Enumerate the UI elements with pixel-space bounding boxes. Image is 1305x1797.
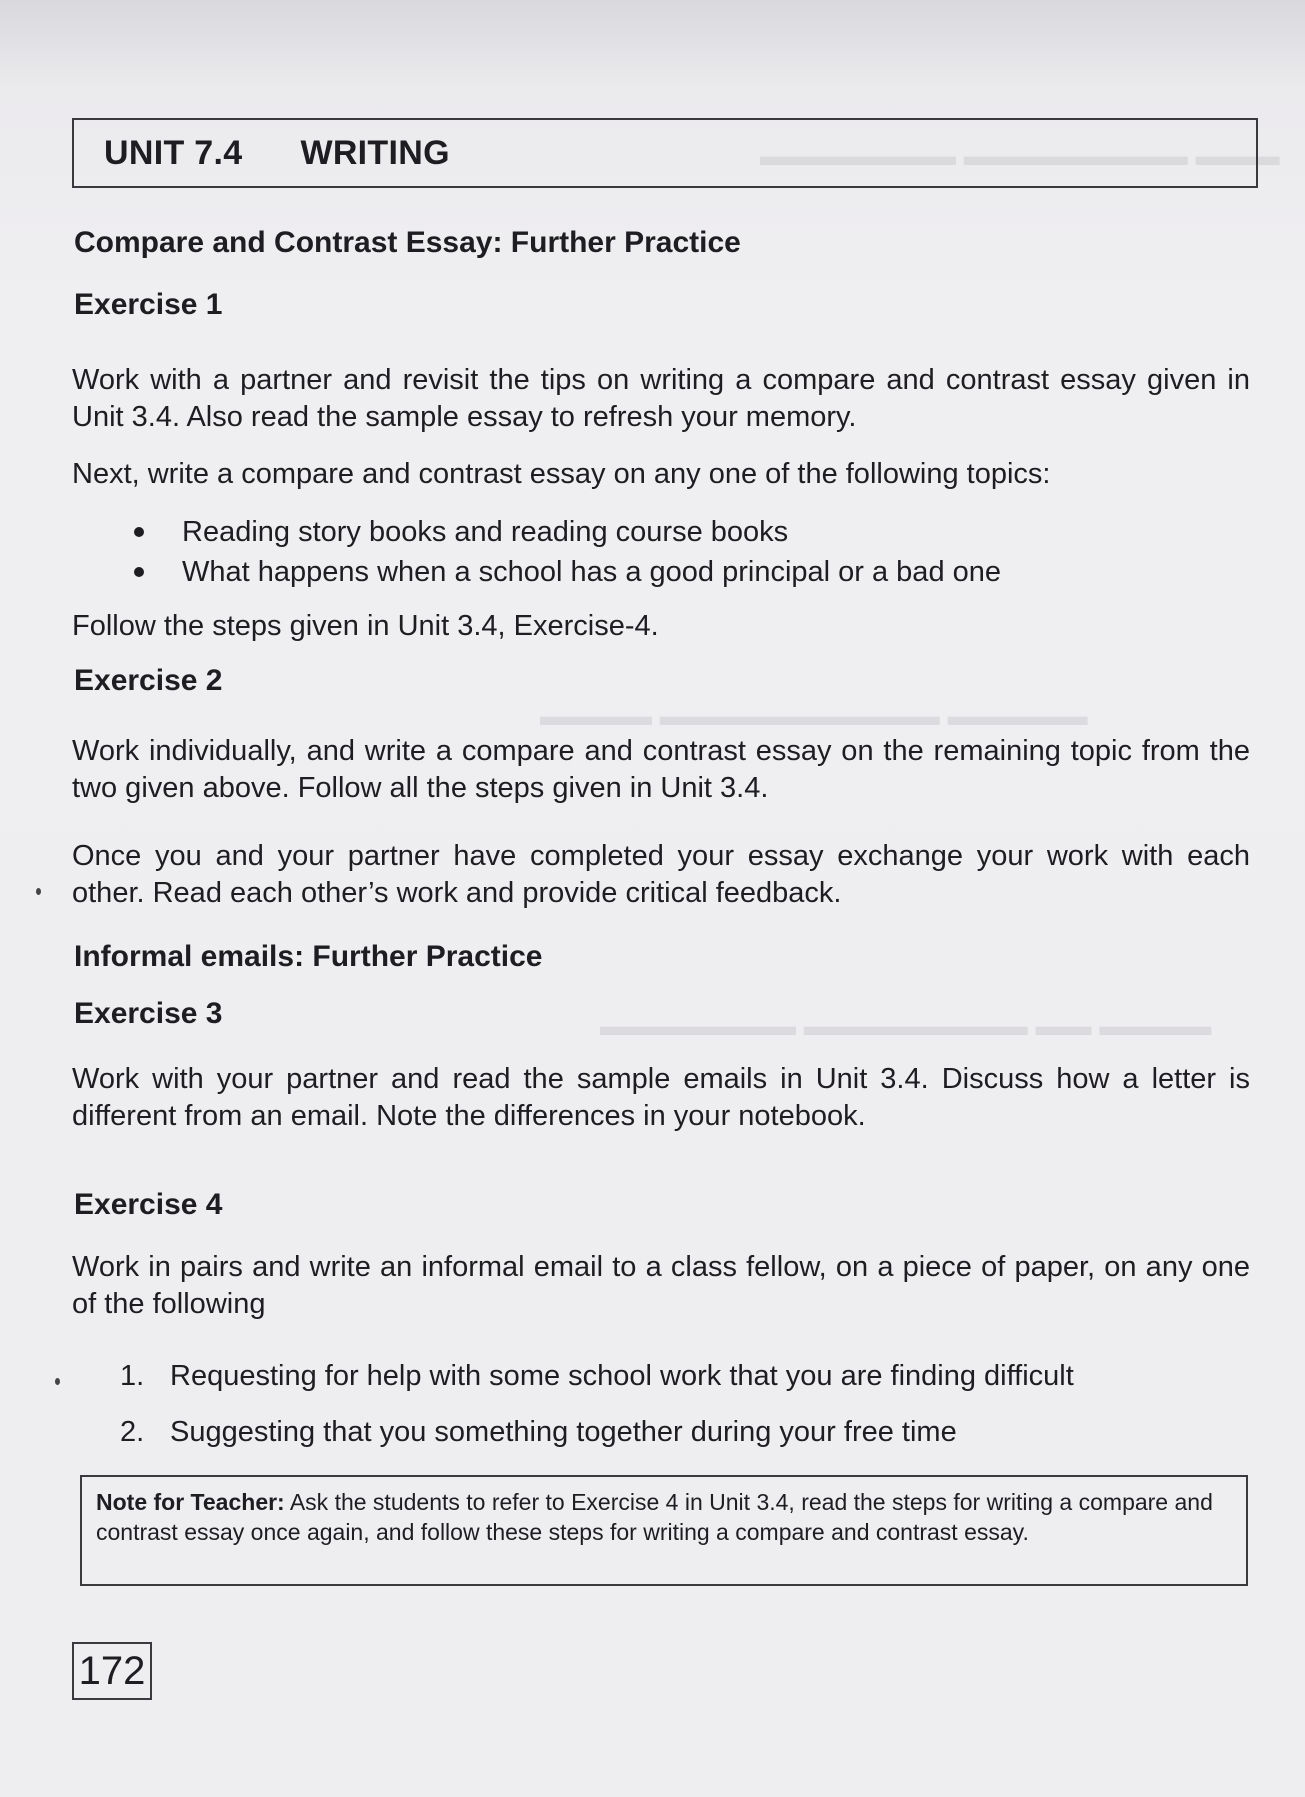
teacher-note-box [80,1475,1248,1586]
unit-title: WRITING [300,133,450,172]
list-item [120,1404,1074,1460]
exercise-4-title: Exercise 4 [74,1188,223,1221]
exercise-3-paragraph-1: Work with your partner and read the sample emails in Unit 3.4. Discuss how a letter is different from an email. Note the differences in your notebook. [72,1063,1250,1132]
bleed-through-decoration: ▬▬▬ ▬▬▬▬▬▬▬▬ ▬▬▬▬▬▬▬ [760,140,1280,171]
exercise-1-title: Exercise 1 [74,288,223,321]
email-topic-list [120,1348,1074,1460]
page-number: 172 [72,1642,152,1700]
exercise-2-paragraph-1: Work individually, and write a compare and contrast essay on the remaining topic from the two given above. Follow all the steps given in Unit 3.4. [72,735,1250,804]
unit-number: UNIT 7.4 [104,133,243,172]
print-speck [55,1378,60,1385]
list-number: 1. [120,1360,145,1392]
bleed-through-decoration: ▬▬▬▬▬ ▬▬▬▬▬▬▬▬▬▬ ▬▬▬▬ [540,700,1088,731]
section-heading-email: Informal emails: Further Practice [74,940,543,973]
print-speck [36,888,41,895]
list-item: Reading story books and reading course books [130,512,1001,552]
exercise-1-paragraph-2: Next, write a compare and contrast essay on any one of the following topics: [72,458,1051,490]
exercise-3-title: Exercise 3 [74,997,223,1030]
section-heading-essay: Compare and Contrast Essay: Further Practice [74,226,741,259]
exercise-1-paragraph-1: Work with a partner and revisit the tips on writing a compare and contrast essay given in Unit 3.4. Also read the sample essay to refresh your memory. [72,364,1250,433]
exercise-2-title: Exercise 2 [74,664,223,697]
exercise-4-paragraph-1: Work in pairs and write an informal email to a class fellow, on a piece of paper, on any one of the following [72,1251,1250,1320]
exercise-2-paragraph-2: Once you and your partner have completed your essay exchange your work with each other. Read each other’s work and provide critical feedback. [72,840,1250,909]
exercise-1-paragraph-3: Follow the steps given in Unit 3.4, Exercise-4. [72,610,659,642]
topic-list [130,512,1001,592]
list-item-text: Requesting for help with some school work that you are finding difficult [170,1360,1074,1392]
unit-header-box [72,118,1258,188]
list-item: What happens when a school has a good principal or a bad one [130,552,1001,592]
list-item [120,1348,1074,1404]
list-item-text: Suggesting that you something together during your free time [170,1416,957,1448]
teacher-note-label: Note for Teacher: [96,1489,285,1515]
bleed-through-decoration: ▬▬▬▬ ▬▬ ▬▬▬▬▬▬▬▬ ▬▬▬▬▬▬▬ [600,1010,1212,1041]
teacher-note-text: Ask the students to refer to Exercise 4 in Unit 3.4, read the steps for writing a compare and contrast essay once again, and follow these steps for writing a compare and contrast essay. [96,1489,1213,1545]
list-number: 2. [120,1416,145,1448]
